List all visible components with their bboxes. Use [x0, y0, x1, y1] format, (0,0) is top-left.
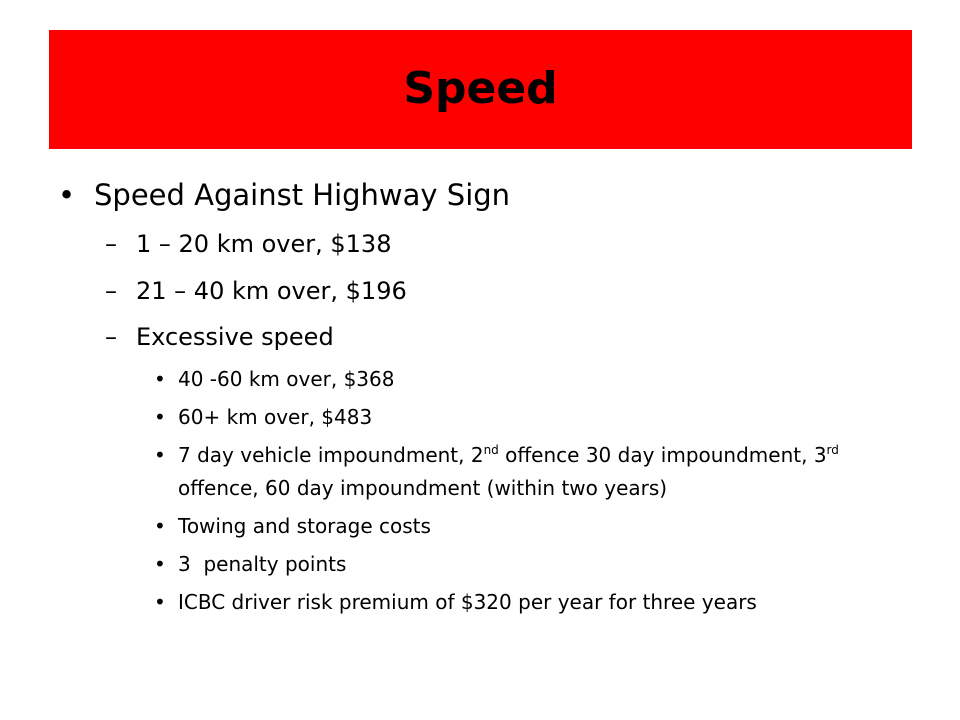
dash-marker: –	[105, 230, 117, 258]
sub-bullet-excessive-speed: Excessive speed	[136, 323, 334, 351]
item-icbc-premium: ICBC driver risk premium of $320 per year for three years	[178, 590, 757, 614]
item-towing-storage: Towing and storage costs	[178, 514, 431, 538]
sub-bullet-1-20-km: 1 – 20 km over, $138	[136, 230, 392, 258]
bullet-speed-against-highway-sign: Speed Against Highway Sign	[94, 178, 511, 212]
bullet-marker: •	[154, 405, 166, 429]
sub-bullet-21-40-km: 21 – 40 km over, $196	[136, 277, 407, 305]
item-vehicle-impoundment-continued: offence, 60 day impoundment (within two years)	[178, 476, 668, 500]
bullet-marker: •	[154, 443, 166, 467]
bullet-marker: •	[154, 367, 166, 391]
dash-marker: –	[105, 277, 117, 305]
item-60-plus-km: 60+ km over, $483	[178, 405, 373, 429]
item-penalty-points: 3 penalty points	[178, 552, 347, 576]
title-bar	[49, 30, 912, 149]
superscript-nd: nd	[483, 443, 499, 457]
item-vehicle-impoundment	[178, 443, 839, 467]
impoundment-text-a: 7 day vehicle impoundment, 2	[178, 443, 484, 467]
bullet-marker: •	[154, 552, 166, 576]
impoundment-text-b: offence 30 day impoundment, 3	[498, 443, 827, 467]
dash-marker: –	[105, 323, 117, 351]
bullet-marker: •	[154, 590, 166, 614]
bullet-marker: •	[154, 514, 166, 538]
bullet-marker: •	[58, 178, 76, 212]
item-40-60-km: 40 -60 km over, $368	[178, 367, 395, 391]
slide-title: Speed	[403, 63, 558, 114]
superscript-rd: rd	[826, 443, 839, 457]
